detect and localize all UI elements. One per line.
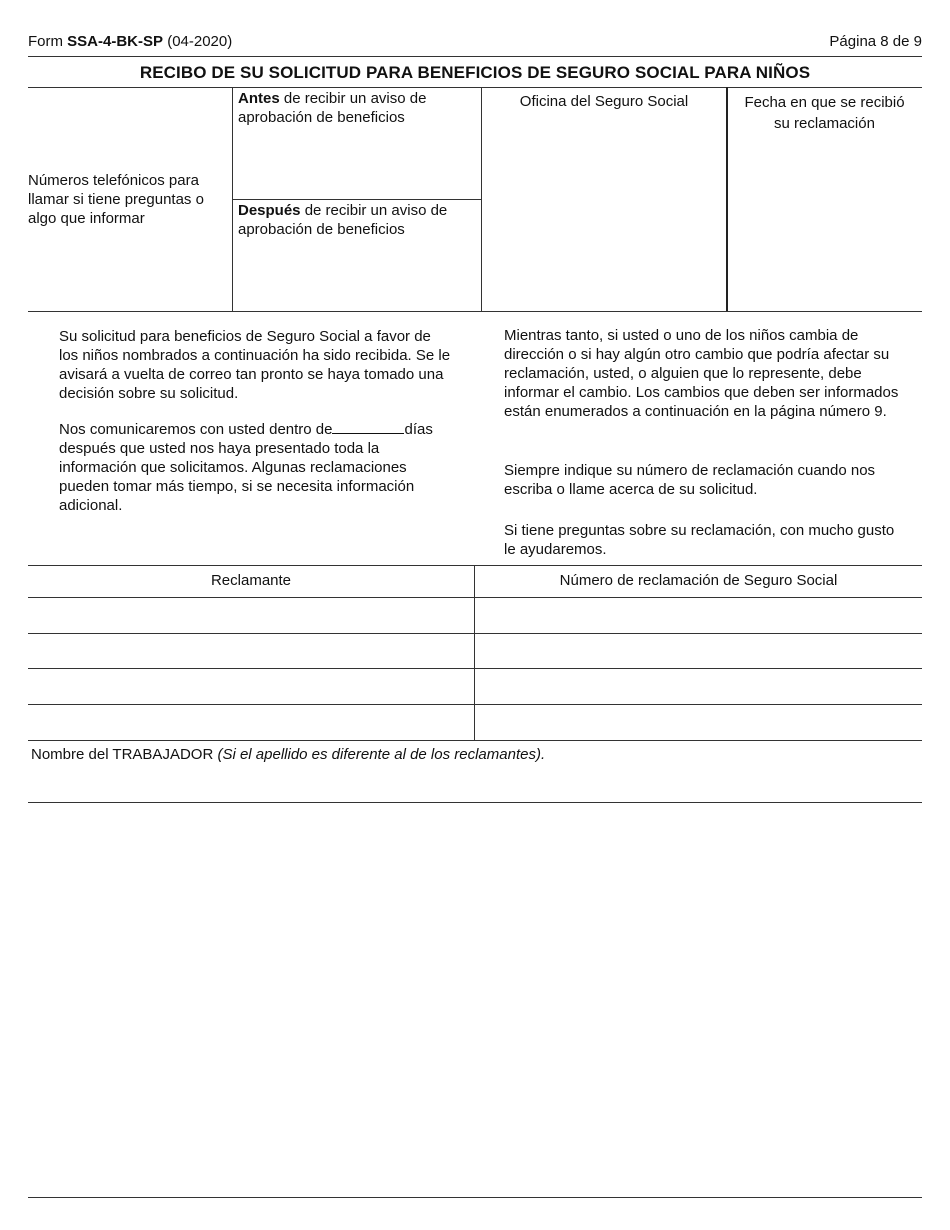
form-id <box>28 33 232 50</box>
page-number: Página 8 de 9 <box>829 33 922 50</box>
header-rule <box>28 56 922 57</box>
before-text: de recibir un aviso de aprobación de beneficios <box>238 90 427 126</box>
claimant-column-header: Reclamante <box>210 572 292 589</box>
worker-name-label <box>31 745 911 764</box>
contact-text-b: días después que usted nos haya presentado toda la información que solicitamos. Algunas reclamaciones pueden tomar más tiempo, si se necesita información adicional. <box>59 421 433 514</box>
claims-table-bottom <box>28 740 922 741</box>
after-text: de recibir un aviso de aprobación de beneficios <box>238 202 448 238</box>
title-rule <box>28 87 922 88</box>
claimant-row-1-number[interactable] <box>475 598 922 633</box>
after-bold: Después <box>238 202 301 219</box>
claims-table-top <box>28 565 922 566</box>
days-blank-field[interactable] <box>332 420 404 434</box>
changes-paragraph: Mientras tanto, si usted o uno de los niños cambia de dirección o si hay algún otro cambio que podría afectar su reclamación, usted, o alguien que lo represente, debe informar el cambio. Los cambios que deben ser informados están enumerados a continuación en la página número 9. <box>504 327 899 420</box>
table-divider <box>726 87 728 312</box>
form-number: SSA-4-BK-SP <box>67 33 164 50</box>
claimant-row-1-name[interactable] <box>28 598 474 633</box>
claimant-row-2-name[interactable] <box>28 634 474 668</box>
claimant-row-4-number[interactable] <box>475 705 922 740</box>
claimant-row-3-number[interactable] <box>475 669 922 704</box>
page-title: RECIBO DE SU SOLICITUD PARA BENEFICIOS DE SEGURO SOCIAL PARA NIÑOS <box>139 63 811 82</box>
contact-paragraph <box>59 420 454 515</box>
contact-text-a: Nos comunicaremos con usted dentro de <box>59 421 333 438</box>
after-approval-field[interactable] <box>238 201 476 239</box>
form-prefix: Form <box>28 33 68 50</box>
claim-number-paragraph: Siempre indique su número de reclamación cuando nos escriba o llame acerca de su solicitud. <box>504 462 876 498</box>
worker-name-rule <box>28 802 922 803</box>
questions-paragraph: Si tiene preguntas sobre su reclamación, con mucho gusto le ayudaremos. <box>504 522 895 558</box>
office-label: Oficina del Seguro Social <box>519 93 689 110</box>
before-approval-field[interactable] <box>238 89 476 127</box>
cell-divider <box>232 199 482 200</box>
claim-number-column-header: Número de reclamación de Seguro Social <box>559 572 838 589</box>
footer-rule <box>28 1197 922 1198</box>
claimant-row-4-name[interactable] <box>28 705 474 740</box>
before-bold: Antes <box>238 90 280 107</box>
claimant-row-3-name[interactable] <box>28 669 474 704</box>
claimant-row-2-number[interactable] <box>475 634 922 668</box>
table-bottom-rule <box>28 311 922 312</box>
worker-name-field[interactable] <box>28 765 922 801</box>
form-date: (04-2020) <box>163 33 233 50</box>
receipt-paragraph: Su solicitud para beneficios de Seguro Social a favor de los niños nombrados a continuación ha sido recibida. Se le avisará a vuelta de correo tan pronto se haya tomado una decisión sobre su solicitud. <box>59 328 451 402</box>
worker-label: Nombre del TRABAJADOR <box>31 746 218 763</box>
date-received-label: Fecha en que se recibió su reclamación <box>744 94 905 132</box>
worker-note: (Si el apellido es diferente al de los reclamantes). <box>217 746 546 763</box>
phone-numbers-label: Números telefónicos para llamar si tiene preguntas o algo que informar <box>28 172 204 227</box>
